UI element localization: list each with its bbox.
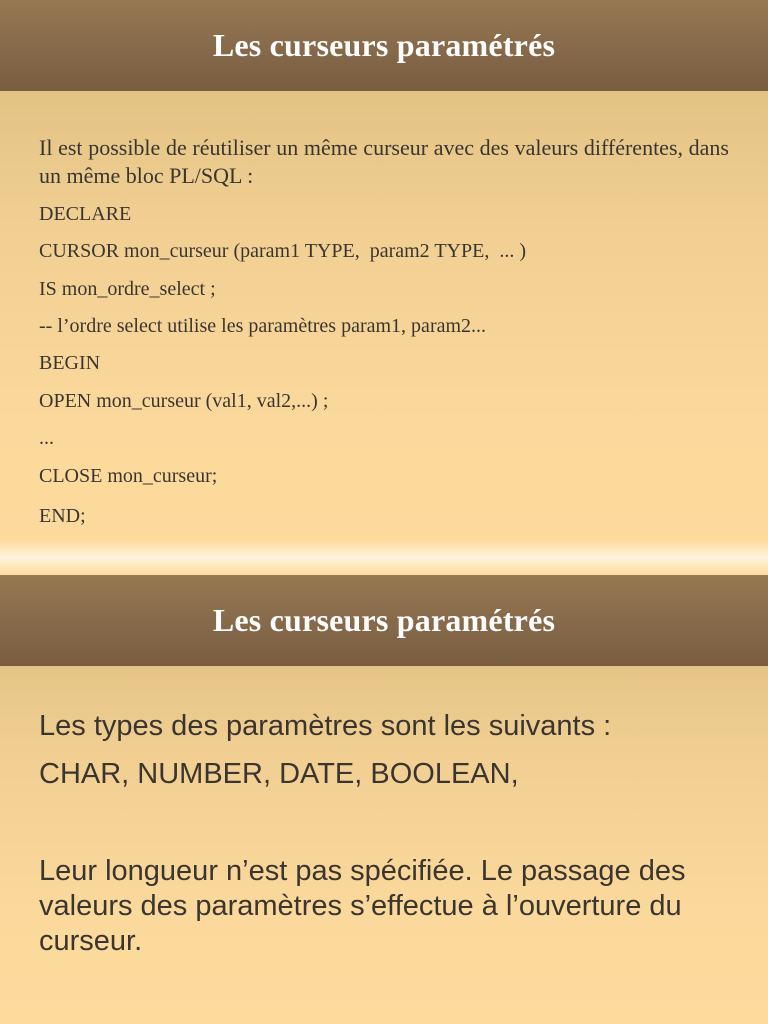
code-line: DECLARE bbox=[39, 203, 132, 225]
slide-1-title-bar bbox=[0, 0, 768, 91]
slide-2-title: Les curseurs paramétrés bbox=[212, 602, 556, 638]
code-line: IS mon_ordre_select ; bbox=[39, 278, 216, 300]
code-line: BEGIN bbox=[39, 352, 101, 374]
slide-2-types-heading: Les types des paramètres sont les suivants : bbox=[39, 710, 612, 742]
slide-1-intro-text: Il est possible de réutiliser un même curseur avec des valeurs différentes, dans un même bloc PL/SQL : bbox=[39, 135, 729, 188]
code-line: -- l’ordre select utilise les paramètres param1, param2... bbox=[39, 315, 487, 337]
code-line: OPEN mon_curseur (val1, val2,...) ; bbox=[39, 390, 329, 412]
slide-1-title: Les curseurs paramétrés bbox=[212, 27, 556, 63]
slide-2-title-bar bbox=[0, 575, 768, 666]
slide-2-types-list: CHAR, NUMBER, DATE, BOOLEAN, bbox=[39, 758, 519, 790]
slide-2-paragraph: Leur longueur n’est pas spécifiée. Le passage des valeurs des paramètres s’effectue à l’ouverture du curseur. bbox=[39, 855, 686, 957]
code-line: CURSOR mon_curseur (param1 TYPE, param2 TYPE, ... ) bbox=[39, 240, 526, 262]
slide-2 bbox=[0, 575, 768, 1024]
code-line: ... bbox=[39, 427, 54, 449]
code-line: END; bbox=[39, 505, 86, 527]
slide-separator bbox=[0, 540, 768, 575]
code-line: CLOSE mon_curseur; bbox=[39, 465, 218, 487]
